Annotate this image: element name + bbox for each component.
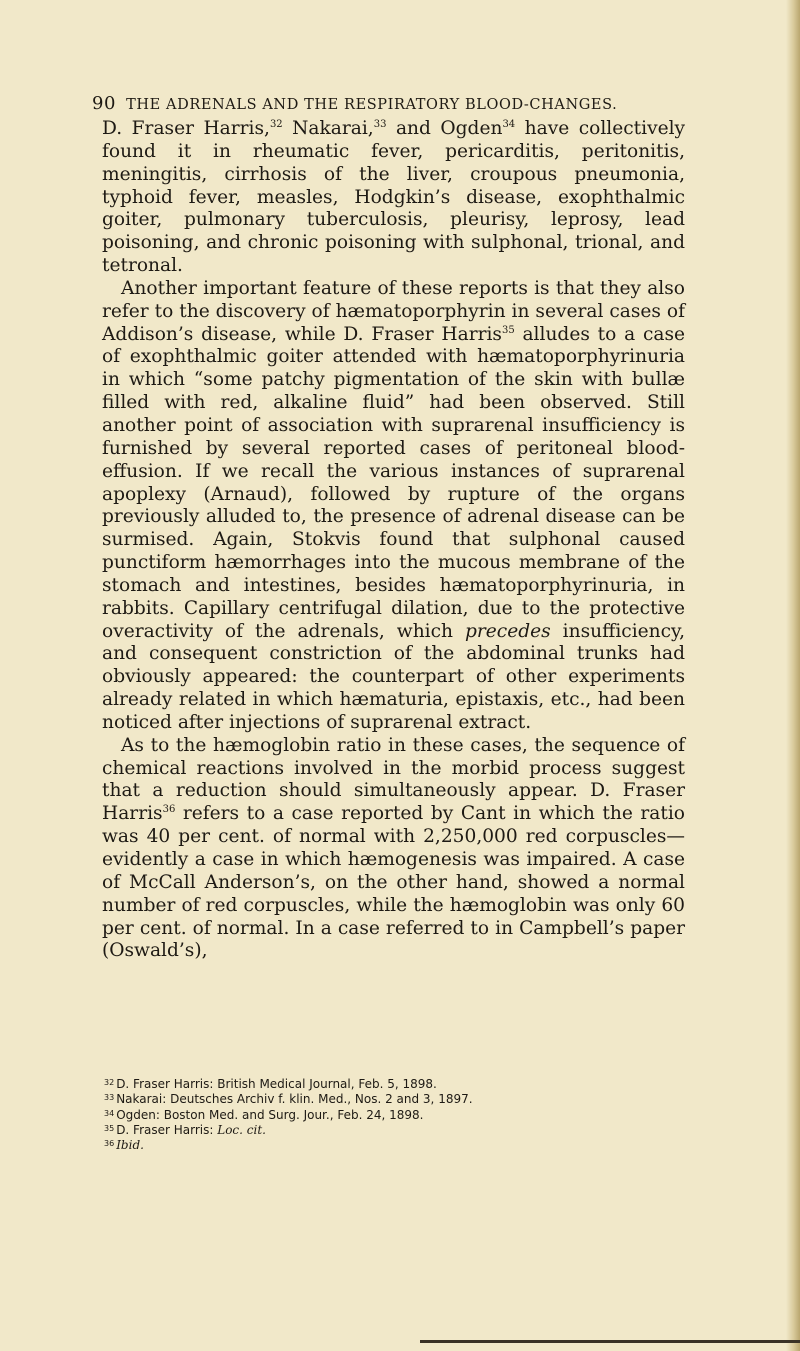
footnote-emphasis: Ibid.	[116, 1138, 144, 1153]
text-run: refers to a case reported by Cant in which the ratio was 40 per cent. of normal with 2,250,000 red corpuscles—evidently a case in which hæmogenesis was impaired. A case of McCall Anderson’s, on the other hand, showed a normal number of red corpuscles, while the hæmoglobin was only 60 per cent. of normal. In a case referred to in Campbell’s paper (Oswald’s),	[102, 803, 685, 962]
footnote-text: D. Fraser Harris:	[116, 1122, 218, 1137]
running-title: THE ADRENALS AND THE RESPIRATORY BLOOD-CHANGES.	[126, 97, 618, 113]
text-run: As to the hæmoglobin ratio in these cases, the sequence of chemical reactions involved in the morbid process suggest that a reduction should simultaneously appear. D. Fraser Harris	[102, 734, 685, 825]
page-number: 90	[92, 93, 117, 114]
text-run: D. Fraser Harris,	[102, 118, 270, 139]
text-run: Nakarai,	[282, 118, 374, 139]
footnote-emphasis: Loc. cit.	[217, 1122, 266, 1137]
footnote-number: 36	[104, 1139, 115, 1149]
bottom-rule	[420, 1340, 800, 1343]
body-text	[102, 118, 685, 963]
text-run: have collectively found it in rheumatic fever, pericarditis, peritonitis, meningitis, cirrhosis of the liver, croupous pneumonia, typhoid fever, measles, Hodgkin’s disease, exophthalmic goiter, pulmonary tuberculosis, pleurisy, leprosy, lead poisoning, and chronic poisoning with sulphonal, trional, and tetronal.	[102, 118, 686, 277]
footnote-ref-36[interactable]: 36	[162, 804, 176, 816]
footnote-number: 33	[104, 1093, 115, 1103]
footnote-36	[104, 1138, 704, 1153]
footnote-33	[104, 1092, 704, 1107]
footnote-number: 34	[104, 1108, 115, 1118]
footnote-34	[104, 1108, 704, 1123]
footnote-ref-33[interactable]: 33	[373, 119, 387, 130]
paragraph-3	[102, 735, 685, 963]
page-edge-shadow	[786, 0, 800, 1351]
footnote-number: 32	[104, 1078, 115, 1087]
footnote-number: 35	[104, 1123, 115, 1133]
text-run: alludes to a case of exophthalmic goiter attended with hæmatoporphyrinuria in which “some patchy pigmentation of the skin with bullæ filled with red, alkaline fluid” had been observed. Still another point of association with suprarenal insufficiency is furnished by several reported cases of peritoneal blood-effusion. If we recall the various instances of suprarenal apoplexy (Arnaud), followed by rupture of the organs previously alluded to, the presence of adrenal disease can be surmised. Again, Stokvis found that sulphonal caused punctiform hæmorrhages into the mucous membrane of the stomach and intestines, besides hæmatoporphyrinuria, in rabbits. Capillary centrifugal dilation, due to the protective overactivity of the adrenals, which	[102, 323, 685, 642]
running-header	[92, 93, 712, 114]
footnote-text: Ogden: Boston Med. and Surg. Jour., Feb. 24, 1898.	[116, 1107, 424, 1122]
paragraph-2	[102, 278, 685, 735]
footnote-ref-34[interactable]: 34	[502, 119, 516, 130]
footnotes	[104, 1077, 704, 1153]
paragraph-1	[102, 118, 685, 278]
text-run: insufficiency, and consequent constriction of the abdominal trunks had obviously appeared: the counterpart of other experiments already related in which hæmaturia, epistaxis, etc., had been noticed after injections of suprarenal extract.	[102, 620, 685, 733]
footnote-35	[104, 1123, 704, 1138]
footnote-ref-35[interactable]: 35	[501, 324, 515, 336]
text-run: Another important feature of these reports is that they also refer to the discovery of hæmatoporphyrin in several cases of Addison’s disease, while D. Fraser Harris	[102, 277, 685, 345]
text-run: and Ogden	[386, 118, 503, 139]
emphasis-text: precedes	[465, 620, 551, 642]
footnote-32	[104, 1077, 704, 1092]
footnote-text: D. Fraser Harris: British Medical Journal, Feb. 5, 1898.	[116, 1077, 437, 1091]
footnote-text: Nakarai: Deutsches Archiv f. klin. Med., Nos. 2 and 3, 1897.	[116, 1092, 473, 1107]
footnote-ref-32[interactable]: 32	[269, 119, 283, 130]
